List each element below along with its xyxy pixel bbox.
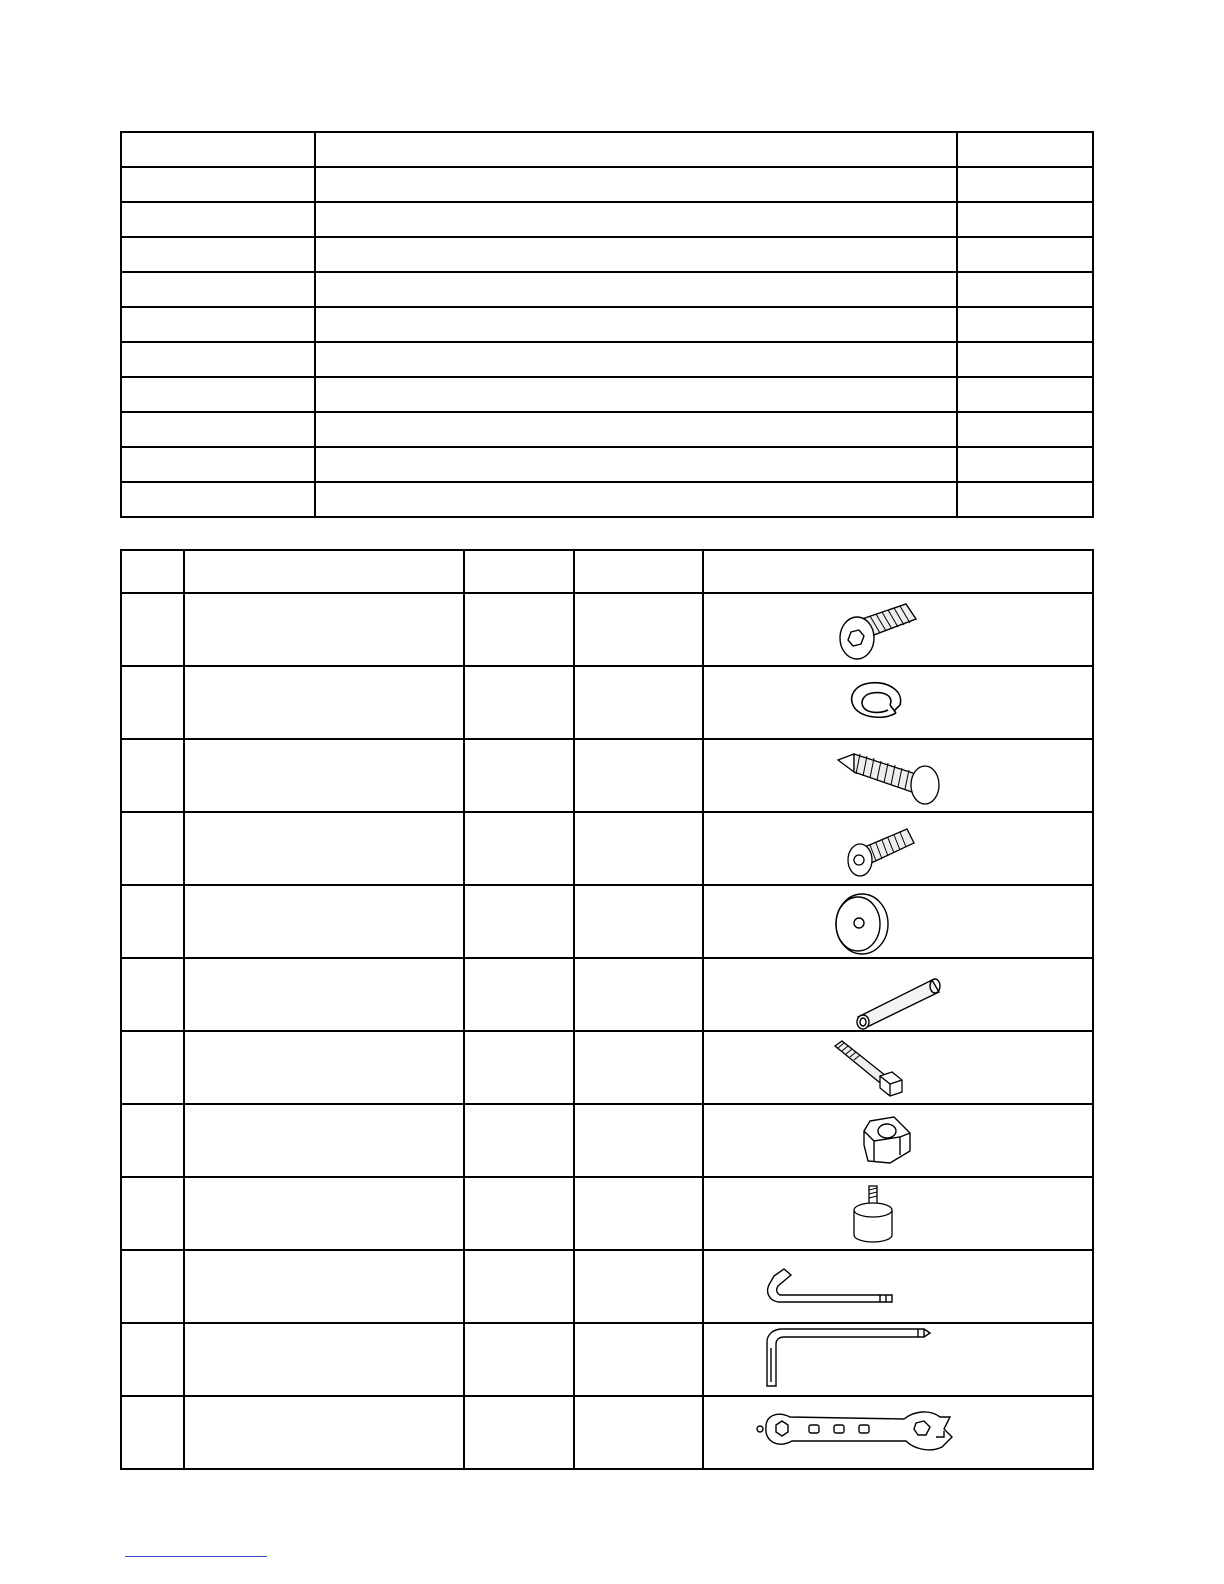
table-cell — [957, 237, 1093, 272]
table-cell — [574, 1177, 703, 1250]
table-row — [121, 1250, 1093, 1323]
table-cell — [957, 167, 1093, 202]
hardware-header-row — [121, 550, 1093, 593]
allen-wrench-small-icon — [704, 1251, 1092, 1322]
table-row — [121, 377, 1093, 412]
table-cell — [121, 307, 315, 342]
button-head-hex-bolt-icon — [704, 594, 1092, 665]
split-lock-washer-icon — [704, 667, 1092, 738]
table-cell-image — [703, 1104, 1093, 1177]
flat-washer-icon — [704, 886, 1092, 957]
table-cell — [574, 666, 703, 739]
table-cell — [121, 885, 184, 958]
table-cell-image — [703, 666, 1093, 739]
axle-pin-icon — [704, 959, 1092, 1030]
rubber-foot-icon — [704, 1178, 1092, 1249]
table-cell — [315, 482, 957, 517]
table-cell — [574, 885, 703, 958]
parts-header-cell — [315, 132, 957, 167]
table-cell — [121, 167, 315, 202]
table-cell — [184, 958, 464, 1031]
table-cell — [121, 593, 184, 666]
table-cell — [464, 958, 574, 1031]
table-cell — [315, 237, 957, 272]
table-cell — [184, 1104, 464, 1177]
table-row — [121, 812, 1093, 885]
table-cell — [464, 812, 574, 885]
table-cell — [121, 272, 315, 307]
table-cell — [315, 412, 957, 447]
table-cell-image — [703, 739, 1093, 812]
table-cell — [464, 1396, 574, 1469]
table-cell — [957, 272, 1093, 307]
table-cell — [574, 1104, 703, 1177]
table-cell-image — [703, 1323, 1093, 1396]
table-row — [121, 237, 1093, 272]
table-cell — [184, 1177, 464, 1250]
hardware-table — [120, 549, 1094, 1470]
self-tapping-screw-icon — [704, 740, 1092, 811]
table-cell — [121, 739, 184, 812]
table-cell-image — [703, 593, 1093, 666]
table-cell — [574, 1323, 703, 1396]
table-cell — [121, 377, 315, 412]
table-cell — [957, 342, 1093, 377]
table-cell — [184, 1323, 464, 1396]
table-cell — [315, 377, 957, 412]
hex-head-bolt-icon — [704, 1032, 1092, 1103]
table-cell — [184, 812, 464, 885]
table-row — [121, 167, 1093, 202]
table-row — [121, 412, 1093, 447]
table-cell — [315, 202, 957, 237]
table-cell — [315, 272, 957, 307]
table-cell — [574, 739, 703, 812]
table-row — [121, 885, 1093, 958]
table-cell — [121, 342, 315, 377]
table-cell — [184, 666, 464, 739]
table-row — [121, 307, 1093, 342]
table-cell — [184, 885, 464, 958]
table-cell — [121, 812, 184, 885]
table-row — [121, 1396, 1093, 1469]
table-cell — [574, 958, 703, 1031]
table-cell — [121, 202, 315, 237]
table-cell — [957, 307, 1093, 342]
table-cell — [121, 1177, 184, 1250]
table-cell — [315, 447, 957, 482]
table-cell — [121, 1323, 184, 1396]
table-cell-image — [703, 1031, 1093, 1104]
multi-wrench-icon — [704, 1397, 1092, 1468]
table-row — [121, 447, 1093, 482]
table-cell — [574, 593, 703, 666]
table-row — [121, 1177, 1093, 1250]
table-cell — [957, 202, 1093, 237]
table-row — [121, 593, 1093, 666]
table-cell — [464, 739, 574, 812]
parts-header-row — [121, 132, 1093, 167]
table-cell — [121, 447, 315, 482]
table-cell — [121, 482, 315, 517]
table-cell — [121, 237, 315, 272]
table-row — [121, 202, 1093, 237]
table-cell-image — [703, 885, 1093, 958]
table-row — [121, 1104, 1093, 1177]
table-row — [121, 1031, 1093, 1104]
table-cell — [121, 1104, 184, 1177]
table-row — [121, 958, 1093, 1031]
table-cell-image — [703, 958, 1093, 1031]
table-cell — [957, 412, 1093, 447]
table-row — [121, 666, 1093, 739]
footer-link-underline[interactable] — [125, 1556, 267, 1557]
hardware-header-cell — [703, 550, 1093, 593]
table-cell — [957, 482, 1093, 517]
table-cell — [464, 1104, 574, 1177]
table-cell — [574, 1396, 703, 1469]
parts-table — [120, 131, 1094, 518]
table-cell-image — [703, 812, 1093, 885]
table-cell — [184, 593, 464, 666]
hardware-header-cell — [464, 550, 574, 593]
table-row — [121, 1323, 1093, 1396]
table-row — [121, 482, 1093, 517]
table-cell-image — [703, 1250, 1093, 1323]
table-cell — [184, 739, 464, 812]
hex-nut-icon — [704, 1105, 1092, 1176]
table-cell — [957, 447, 1093, 482]
table-cell — [464, 1250, 574, 1323]
table-cell — [957, 377, 1093, 412]
table-row — [121, 739, 1093, 812]
table-cell — [121, 1396, 184, 1469]
table-cell — [574, 1031, 703, 1104]
parts-header-cell — [957, 132, 1093, 167]
table-row — [121, 272, 1093, 307]
hardware-header-cell — [184, 550, 464, 593]
table-cell — [315, 307, 957, 342]
table-cell — [121, 1250, 184, 1323]
table-cell — [184, 1031, 464, 1104]
table-cell — [464, 1323, 574, 1396]
allen-wrench-screwdriver-icon — [704, 1324, 1092, 1395]
hardware-header-cell — [574, 550, 703, 593]
table-cell — [121, 412, 315, 447]
table-cell — [121, 958, 184, 1031]
table-cell-image — [703, 1396, 1093, 1469]
table-cell — [574, 812, 703, 885]
table-cell — [315, 167, 957, 202]
parts-header-cell — [121, 132, 315, 167]
table-cell — [184, 1250, 464, 1323]
table-cell — [464, 666, 574, 739]
table-cell — [464, 1031, 574, 1104]
table-cell — [464, 593, 574, 666]
small-button-head-bolt-icon — [704, 813, 1092, 884]
table-cell — [464, 1177, 574, 1250]
table-cell — [464, 885, 574, 958]
table-cell — [184, 1396, 464, 1469]
table-cell — [574, 1250, 703, 1323]
table-cell — [121, 1031, 184, 1104]
table-row — [121, 342, 1093, 377]
table-cell-image — [703, 1177, 1093, 1250]
table-cell — [315, 342, 957, 377]
table-cell — [121, 666, 184, 739]
hardware-header-cell — [121, 550, 184, 593]
